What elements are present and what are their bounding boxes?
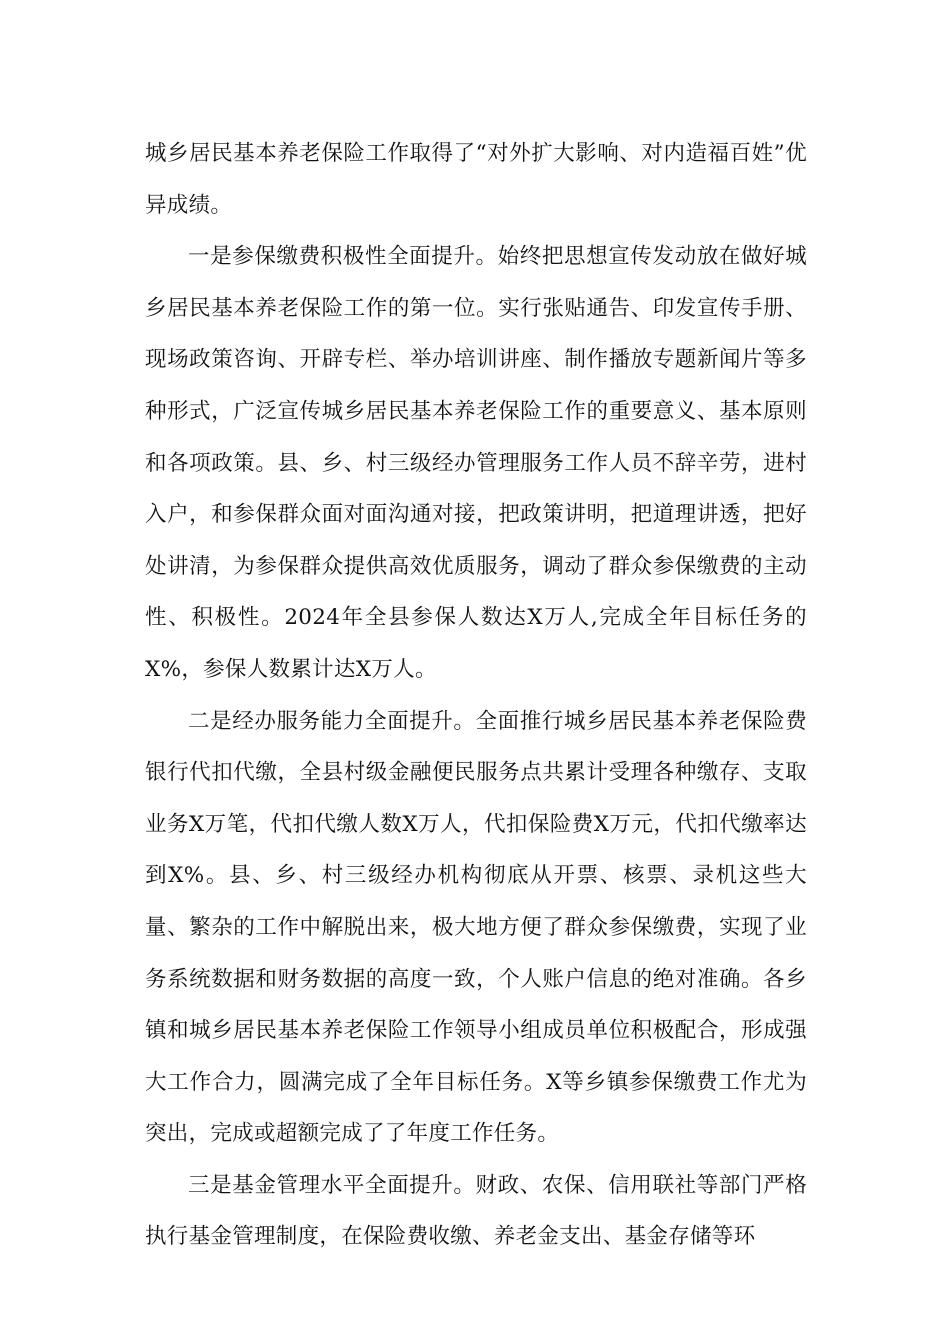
paragraph-service-capacity: 二是经办服务能力全面提升。全面推行城乡居民基本养老保险费银行代扣代缴，全县村级金融便民服务点共累计受理各种缴存、支取业务X万笔，代扣代缴人数X万人，代扣保险费X万元，代扣代缴率达到X%。县、乡、村三级经办机构彻底从开票、核票、录机这些大量、繁杂的工作中解脱出来，极大地方便了群众参保缴费，实现了业务系统数据和财务数据的高度一致，个人账户信息的绝对准确。各乡镇和城乡居民基本养老保险工作领导小组成员单位积极配合，形成强大工作合力，圆满完成了全年目标任务。X等乡镇参保缴费工作尤为突出，完成或超额完成了了年度工作任务。 — [145, 708, 807, 1147]
paragraph-continuation: 城乡居民基本养老保险工作取得了“对外扩大影响、对内造福百姓”优异成绩。 — [145, 141, 807, 218]
paragraph-fund-management: 三是基金管理水平全面提升。财政、农保、信用联社等部门严格执行基金管理制度，在保险费收缴、养老金支出、基金存储等环 — [145, 1172, 807, 1250]
document-body — [145, 128, 807, 1263]
paragraph-contribution-enthusiasm: 一是参保缴费积极性全面提升。始终把思想宣传发动放在做好城乡居民基本养老保险工作的第一位。实行张贴通告、印发宣传手册、现场政策咨询、开辟专栏、举办培训讲座、制作播放专题新闻片等多种形式，广泛宣传城乡居民基本养老保险工作的重要意义、基本原则和各项政策。县、乡、村三级经办管理服务工作人员不辞辛劳，进村入户，和参保群众面对面沟通对接，把政策讲明，把道理讲透，把好处讲清，为参保群众提供高效优质服务，调动了群众参保缴费的主动性、积极性。2024年全县参保人数达X万人,完成全年目标任务的X%，参保人数累计达X万人。 — [145, 244, 807, 682]
